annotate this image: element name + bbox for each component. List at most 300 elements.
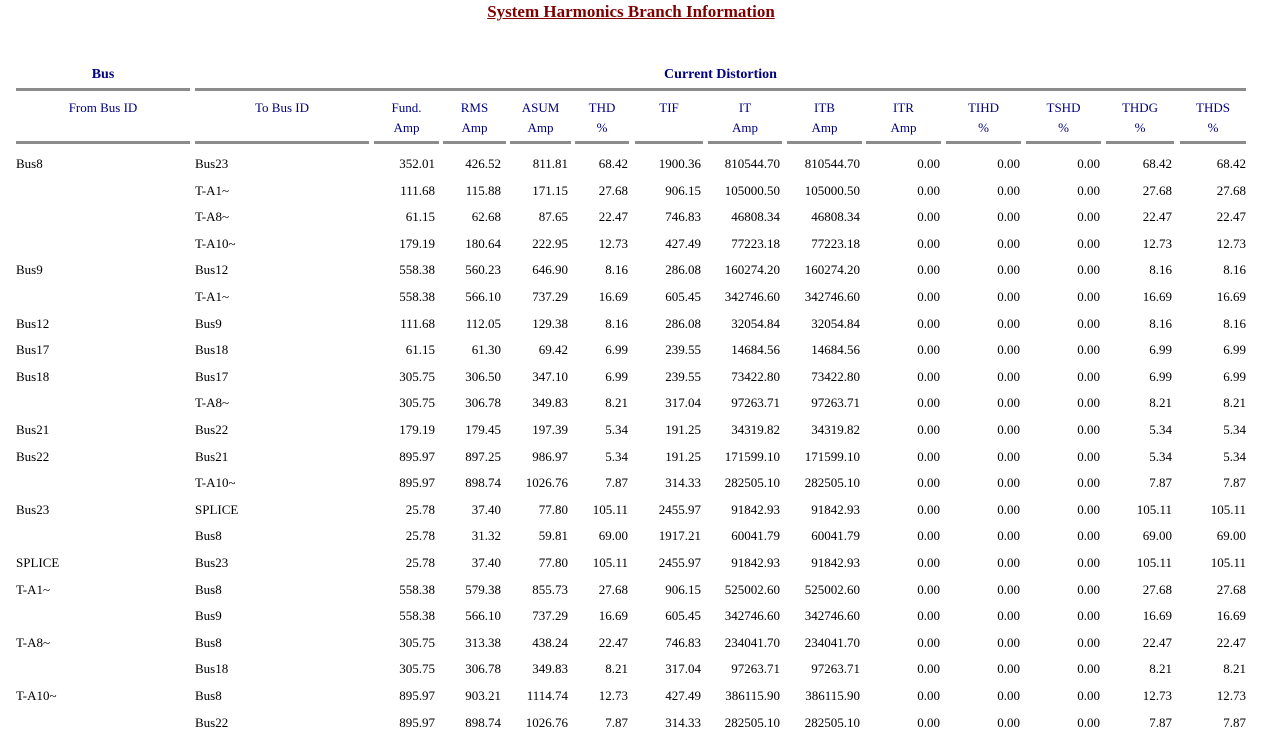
cell-rms: 179.45	[465, 422, 501, 437]
cell-tihd: 0.00	[997, 555, 1020, 570]
cell-fund: 558.38	[399, 582, 435, 597]
cell-itb: 105000.50	[804, 183, 860, 198]
cell-itb: 342746.60	[804, 289, 860, 304]
cell-rms: 180.64	[465, 236, 501, 251]
column-header-tshd	[1026, 98, 1101, 138]
column-header-line: Amp	[461, 120, 488, 135]
cell-thdg: 8.16	[1149, 262, 1172, 277]
cell-thd: 105.11	[592, 555, 628, 570]
cell-tif: 191.25	[665, 449, 701, 464]
cell-rms: 898.74	[465, 715, 501, 730]
cell-itr: 0.00	[917, 449, 940, 464]
column-rule-it	[708, 141, 782, 144]
cell-it: 34319.82	[731, 422, 780, 437]
cell-thds: 27.68	[1216, 183, 1246, 198]
cell-thd: 12.73	[598, 236, 628, 251]
cell-itr: 0.00	[917, 555, 940, 570]
cell-tihd: 0.00	[997, 156, 1020, 171]
cell-thds: 12.73	[1216, 236, 1246, 251]
cell-itr: 0.00	[917, 369, 940, 384]
page-title: System Harmonics Branch Information	[487, 2, 775, 21]
cell-rms: 579.38	[465, 582, 501, 597]
cell-thd: 6.99	[605, 369, 628, 384]
cell-thds: 8.21	[1223, 661, 1246, 676]
cell-itr: 0.00	[917, 688, 940, 703]
cell-asum: 349.83	[532, 395, 568, 410]
cell-fund: 305.75	[399, 635, 435, 650]
cell-thds: 27.68	[1216, 582, 1246, 597]
cell-fund: 61.15	[405, 209, 435, 224]
cell-itb: 282505.10	[804, 475, 860, 490]
cell-it: 60041.79	[731, 528, 780, 543]
cell-tihd: 0.00	[997, 608, 1020, 623]
cell-thdg: 22.47	[1142, 209, 1172, 224]
cell-asum: 986.97	[532, 449, 568, 464]
cell-it: 97263.71	[731, 395, 780, 410]
cell-itb: 282505.10	[804, 715, 860, 730]
cell-to-bus: Bus9	[195, 316, 222, 331]
cell-tihd: 0.00	[997, 369, 1020, 384]
cell-tihd: 0.00	[997, 635, 1020, 650]
cell-fund: 895.97	[399, 449, 435, 464]
cell-thdg: 105.11	[1136, 502, 1172, 517]
cell-thds: 22.47	[1216, 635, 1246, 650]
cell-to-bus: Bus8	[195, 688, 222, 703]
cell-from-bus: Bus12	[16, 316, 50, 331]
cell-thd: 27.68	[598, 183, 628, 198]
cell-tihd: 0.00	[997, 449, 1020, 464]
column-rule-tihd	[946, 141, 1021, 144]
column-header-fund	[374, 98, 439, 138]
cell-itr: 0.00	[917, 236, 940, 251]
cell-tif: 746.83	[665, 635, 701, 650]
cell-thdg: 8.21	[1149, 395, 1172, 410]
column-rule-itb	[787, 141, 862, 144]
cell-itr: 0.00	[917, 502, 940, 517]
cell-tif: 427.49	[665, 236, 701, 251]
cell-fund: 25.78	[405, 555, 435, 570]
cell-from-bus: Bus18	[16, 369, 50, 384]
cell-tif: 746.83	[665, 209, 701, 224]
column-header-thdg	[1106, 98, 1174, 138]
cell-thdg: 8.21	[1149, 661, 1172, 676]
cell-rms: 426.52	[465, 156, 501, 171]
column-header-line: ITR	[893, 100, 914, 115]
cell-to-bus: T-A1~	[195, 289, 229, 304]
cell-itb: 342746.60	[804, 608, 860, 623]
cell-it: 386115.90	[725, 688, 780, 703]
cell-rms: 897.25	[465, 449, 501, 464]
column-header-line: Fund.	[391, 100, 422, 115]
column-header-it	[708, 98, 782, 138]
cell-itb: 91842.93	[811, 555, 860, 570]
cell-asum: 87.65	[538, 209, 568, 224]
cell-fund: 305.75	[399, 395, 435, 410]
column-header-asum	[510, 98, 571, 138]
cell-from-bus: Bus8	[16, 156, 43, 171]
group-header-current-distortion: Current Distortion	[664, 67, 777, 82]
cell-rms: 62.68	[471, 209, 501, 224]
cell-to-bus: T-A1~	[195, 183, 229, 198]
column-header-line: ITB	[814, 100, 835, 115]
cell-to-bus: Bus23	[195, 156, 229, 171]
cell-itr: 0.00	[917, 715, 940, 730]
cell-itr: 0.00	[917, 528, 940, 543]
cell-tihd: 0.00	[997, 688, 1020, 703]
cell-rms: 306.78	[465, 661, 501, 676]
cell-asum: 59.81	[538, 528, 568, 543]
cell-fund: 25.78	[405, 528, 435, 543]
cell-tif: 314.33	[665, 475, 701, 490]
cell-tif: 191.25	[665, 422, 701, 437]
cell-it: 91842.93	[731, 555, 780, 570]
cell-thdg: 27.68	[1142, 183, 1172, 198]
cell-tif: 239.55	[665, 369, 701, 384]
cell-thds: 8.21	[1223, 395, 1246, 410]
cell-rms: 112.05	[465, 316, 501, 331]
column-rule-thd	[575, 141, 629, 144]
column-header-line: IT	[738, 100, 752, 115]
cell-to-bus: T-A10~	[195, 236, 236, 251]
cell-rms: 306.50	[465, 369, 501, 384]
cell-fund: 352.01	[399, 156, 435, 171]
cell-asum: 69.42	[538, 342, 568, 357]
column-rule-asum	[510, 141, 571, 144]
cell-tshd: 0.00	[1077, 582, 1100, 597]
cell-itr: 0.00	[917, 183, 940, 198]
cell-thdg: 7.87	[1149, 475, 1172, 490]
cell-thd: 27.68	[598, 582, 628, 597]
cell-to-bus: Bus18	[195, 342, 229, 357]
cell-asum: 855.73	[532, 582, 568, 597]
cell-itb: 525002.60	[804, 582, 860, 597]
column-header-line: TIF	[659, 100, 679, 115]
cell-tshd: 0.00	[1077, 422, 1100, 437]
cell-thdg: 16.69	[1142, 608, 1172, 623]
cell-thdg: 6.99	[1149, 369, 1172, 384]
cell-thd: 8.21	[605, 661, 628, 676]
cell-thds: 6.99	[1223, 342, 1246, 357]
column-header-line: %	[1058, 120, 1069, 135]
cell-tshd: 0.00	[1077, 528, 1100, 543]
cell-itb: 810544.70	[804, 156, 860, 171]
cell-to-bus: T-A10~	[195, 475, 236, 490]
cell-fund: 179.19	[399, 236, 435, 251]
cell-to-bus: SPLICE	[195, 502, 239, 517]
cell-asum: 1026.76	[525, 715, 568, 730]
column-header-from-bus	[16, 98, 190, 118]
cell-to-bus: T-A8~	[195, 209, 229, 224]
cell-thds: 12.73	[1216, 688, 1246, 703]
cell-itb: 160274.20	[804, 262, 860, 277]
cell-tshd: 0.00	[1077, 289, 1100, 304]
cell-thds: 5.34	[1223, 422, 1246, 437]
cell-to-bus: Bus8	[195, 528, 222, 543]
cell-thds: 105.11	[1210, 555, 1246, 570]
cell-tshd: 0.00	[1077, 555, 1100, 570]
column-header-rms	[443, 98, 506, 138]
cell-tif: 286.08	[665, 262, 701, 277]
column-header-line: %	[1207, 120, 1219, 135]
cell-rms: 37.40	[471, 502, 501, 517]
column-header-line: %	[1134, 120, 1146, 135]
cell-thdg: 8.16	[1149, 316, 1172, 331]
cell-thds: 8.16	[1223, 262, 1246, 277]
cell-thds: 105.11	[1210, 502, 1246, 517]
cell-fund: 558.38	[399, 608, 435, 623]
cell-from-bus: Bus9	[16, 262, 43, 277]
cell-tshd: 0.00	[1077, 475, 1100, 490]
cell-fund: 895.97	[399, 688, 435, 703]
cell-to-bus: Bus9	[195, 608, 222, 623]
cell-asum: 1114.74	[526, 688, 568, 703]
cell-tif: 605.45	[665, 289, 701, 304]
cell-from-bus: T-A1~	[16, 582, 50, 597]
cell-thds: 69.00	[1216, 528, 1246, 543]
cell-tif: 605.45	[665, 608, 701, 623]
cell-tihd: 0.00	[997, 262, 1020, 277]
cell-thds: 16.69	[1216, 608, 1246, 623]
cell-it: 810544.70	[724, 156, 780, 171]
column-header-line: Amp	[732, 120, 758, 135]
cell-rms: 115.88	[465, 183, 501, 198]
cell-itb: 14684.56	[811, 342, 860, 357]
cell-itb: 386115.90	[805, 688, 860, 703]
cell-fund: 895.97	[399, 475, 435, 490]
cell-from-bus: Bus23	[16, 502, 50, 517]
cell-thd: 69.00	[598, 528, 628, 543]
cell-thds: 8.16	[1223, 316, 1246, 331]
cell-from-bus: Bus17	[16, 342, 50, 357]
cell-tihd: 0.00	[997, 661, 1020, 676]
cell-to-bus: Bus23	[195, 555, 229, 570]
cell-thdg: 7.87	[1149, 715, 1172, 730]
column-header-line: THDS	[1196, 100, 1230, 115]
cell-thdg: 22.47	[1142, 635, 1172, 650]
cell-tihd: 0.00	[997, 502, 1020, 517]
cell-from-bus: SPLICE	[16, 555, 60, 570]
cell-itr: 0.00	[917, 316, 940, 331]
cell-tihd: 0.00	[997, 342, 1020, 357]
cell-fund: 111.68	[400, 316, 435, 331]
column-rule-itr	[866, 141, 941, 144]
cell-itb: 91842.93	[811, 502, 860, 517]
group-rule-current-distortion	[195, 88, 1246, 91]
cell-thds: 6.99	[1223, 369, 1246, 384]
cell-itr: 0.00	[917, 422, 940, 437]
cell-tif: 239.55	[665, 342, 701, 357]
column-header-line	[635, 118, 703, 138]
cell-it: 234041.70	[724, 635, 780, 650]
column-header-line: Amp	[527, 120, 554, 135]
cell-thd: 16.69	[598, 608, 628, 623]
column-rule-tif	[635, 141, 703, 144]
cell-tihd: 0.00	[997, 475, 1020, 490]
cell-from-bus: Bus22	[16, 449, 50, 464]
cell-tif: 1900.36	[658, 156, 701, 171]
cell-thd: 8.21	[605, 395, 628, 410]
cell-rms: 903.21	[465, 688, 501, 703]
cell-thdg: 5.34	[1149, 422, 1172, 437]
cell-fund: 61.15	[405, 342, 435, 357]
cell-asum: 1026.76	[525, 475, 568, 490]
cell-tshd: 0.00	[1077, 236, 1100, 251]
cell-from-bus: Bus21	[16, 422, 50, 437]
column-header-line: %	[978, 120, 989, 135]
cell-tihd: 0.00	[997, 316, 1020, 331]
cell-asum: 438.24	[532, 635, 568, 650]
cell-fund: 558.38	[399, 262, 435, 277]
cell-it: 32054.84	[731, 316, 780, 331]
cell-it: 525002.60	[724, 582, 780, 597]
cell-it: 97263.71	[731, 661, 780, 676]
cell-it: 14684.56	[731, 342, 780, 357]
column-header-line: Amp	[393, 120, 420, 135]
column-rule-from-bus	[16, 141, 190, 144]
cell-tif: 317.04	[665, 395, 701, 410]
cell-to-bus: Bus12	[195, 262, 229, 277]
column-header-itb	[787, 98, 862, 138]
cell-it: 160274.20	[724, 262, 780, 277]
column-header-line: From Bus ID	[68, 100, 138, 115]
column-header-line: Amp	[811, 120, 838, 135]
cell-tshd: 0.00	[1077, 369, 1100, 384]
cell-thdg: 69.00	[1142, 528, 1172, 543]
cell-itr: 0.00	[917, 475, 940, 490]
cell-tshd: 0.00	[1077, 395, 1100, 410]
cell-thd: 5.34	[605, 449, 628, 464]
cell-itr: 0.00	[917, 635, 940, 650]
cell-to-bus: Bus17	[195, 369, 229, 384]
cell-fund: 179.19	[399, 422, 435, 437]
column-header-to-bus	[195, 98, 369, 118]
column-rule-tshd	[1026, 141, 1101, 144]
cell-rms: 31.32	[471, 528, 501, 543]
cell-it: 73422.80	[731, 369, 780, 384]
cell-itr: 0.00	[917, 608, 940, 623]
cell-thdg: 5.34	[1149, 449, 1172, 464]
cell-fund: 25.78	[405, 502, 435, 517]
cell-thdg: 68.42	[1142, 156, 1172, 171]
cell-itb: 60041.79	[811, 528, 860, 543]
cell-itr: 0.00	[917, 342, 940, 357]
cell-tshd: 0.00	[1077, 449, 1100, 464]
cell-rms: 566.10	[465, 289, 501, 304]
cell-tshd: 0.00	[1077, 635, 1100, 650]
cell-tihd: 0.00	[997, 422, 1020, 437]
cell-thdg: 6.99	[1149, 342, 1172, 357]
cell-it: 282505.10	[724, 475, 780, 490]
cell-asum: 171.15	[532, 183, 568, 198]
cell-fund: 305.75	[399, 369, 435, 384]
cell-asum: 77.80	[538, 555, 568, 570]
column-header-itr	[866, 98, 941, 138]
cell-asum: 646.90	[532, 262, 568, 277]
cell-tshd: 0.00	[1077, 262, 1100, 277]
cell-itr: 0.00	[917, 289, 940, 304]
cell-tihd: 0.00	[997, 582, 1020, 597]
cell-asum: 222.95	[532, 236, 568, 251]
column-rule-to-bus	[195, 141, 369, 144]
cell-itb: 73422.80	[811, 369, 860, 384]
cell-tif: 906.15	[665, 582, 701, 597]
cell-it: 91842.93	[731, 502, 780, 517]
cell-tif: 2455.97	[658, 555, 701, 570]
cell-rms: 37.40	[471, 555, 501, 570]
column-header-line: TSHD	[1046, 100, 1081, 115]
cell-thdg: 12.73	[1142, 688, 1172, 703]
cell-thd: 8.16	[605, 316, 628, 331]
cell-rms: 560.23	[465, 262, 501, 277]
column-header-line: TIHD	[967, 100, 1000, 115]
cell-tif: 317.04	[665, 661, 701, 676]
cell-thd: 68.42	[598, 156, 628, 171]
cell-itr: 0.00	[917, 209, 940, 224]
column-header-line: ASUM	[521, 100, 560, 115]
cell-rms: 306.78	[465, 395, 501, 410]
cell-tshd: 0.00	[1077, 608, 1100, 623]
cell-tshd: 0.00	[1077, 209, 1100, 224]
column-rule-thds	[1180, 141, 1246, 144]
cell-thd: 12.73	[598, 688, 628, 703]
cell-tihd: 0.00	[997, 209, 1020, 224]
column-header-thd	[575, 98, 629, 138]
cell-tshd: 0.00	[1077, 502, 1100, 517]
cell-tshd: 0.00	[1077, 688, 1100, 703]
cell-thd: 7.87	[605, 715, 628, 730]
cell-fund: 895.97	[399, 715, 435, 730]
cell-tif: 2455.97	[658, 502, 701, 517]
column-header-line: THD	[588, 100, 616, 115]
cell-tshd: 0.00	[1077, 342, 1100, 357]
column-header-line: Amp	[890, 120, 917, 135]
cell-tihd: 0.00	[997, 528, 1020, 543]
cell-asum: 811.81	[532, 156, 568, 171]
cell-thdg: 12.73	[1142, 236, 1172, 251]
cell-tshd: 0.00	[1077, 183, 1100, 198]
cell-it: 282505.10	[724, 715, 780, 730]
cell-tshd: 0.00	[1077, 316, 1100, 331]
cell-asum: 737.29	[532, 289, 568, 304]
cell-thds: 7.87	[1223, 475, 1246, 490]
cell-fund: 111.68	[400, 183, 435, 198]
cell-itb: 171599.10	[804, 449, 860, 464]
cell-thdg: 16.69	[1142, 289, 1172, 304]
cell-asum: 77.80	[538, 502, 568, 517]
column-rule-fund	[374, 141, 439, 144]
cell-to-bus: Bus8	[195, 582, 222, 597]
cell-to-bus: Bus8	[195, 635, 222, 650]
cell-itb: 46808.34	[811, 209, 860, 224]
cell-itr: 0.00	[917, 582, 940, 597]
group-header-bus: Bus	[91, 67, 115, 82]
cell-thdg: 105.11	[1136, 555, 1172, 570]
column-header-line: RMS	[460, 100, 489, 115]
cell-tif: 427.49	[665, 688, 701, 703]
cell-it: 342746.60	[724, 289, 780, 304]
cell-itb: 234041.70	[804, 635, 860, 650]
cell-itb: 97263.71	[811, 395, 860, 410]
cell-itr: 0.00	[917, 156, 940, 171]
cell-thds: 16.69	[1216, 289, 1246, 304]
cell-itr: 0.00	[917, 262, 940, 277]
cell-it: 77223.18	[731, 236, 780, 251]
cell-rms: 898.74	[465, 475, 501, 490]
cell-thd: 105.11	[592, 502, 628, 517]
cell-tshd: 0.00	[1077, 156, 1100, 171]
cell-asum: 349.83	[532, 661, 568, 676]
cell-thds: 68.42	[1216, 156, 1246, 171]
